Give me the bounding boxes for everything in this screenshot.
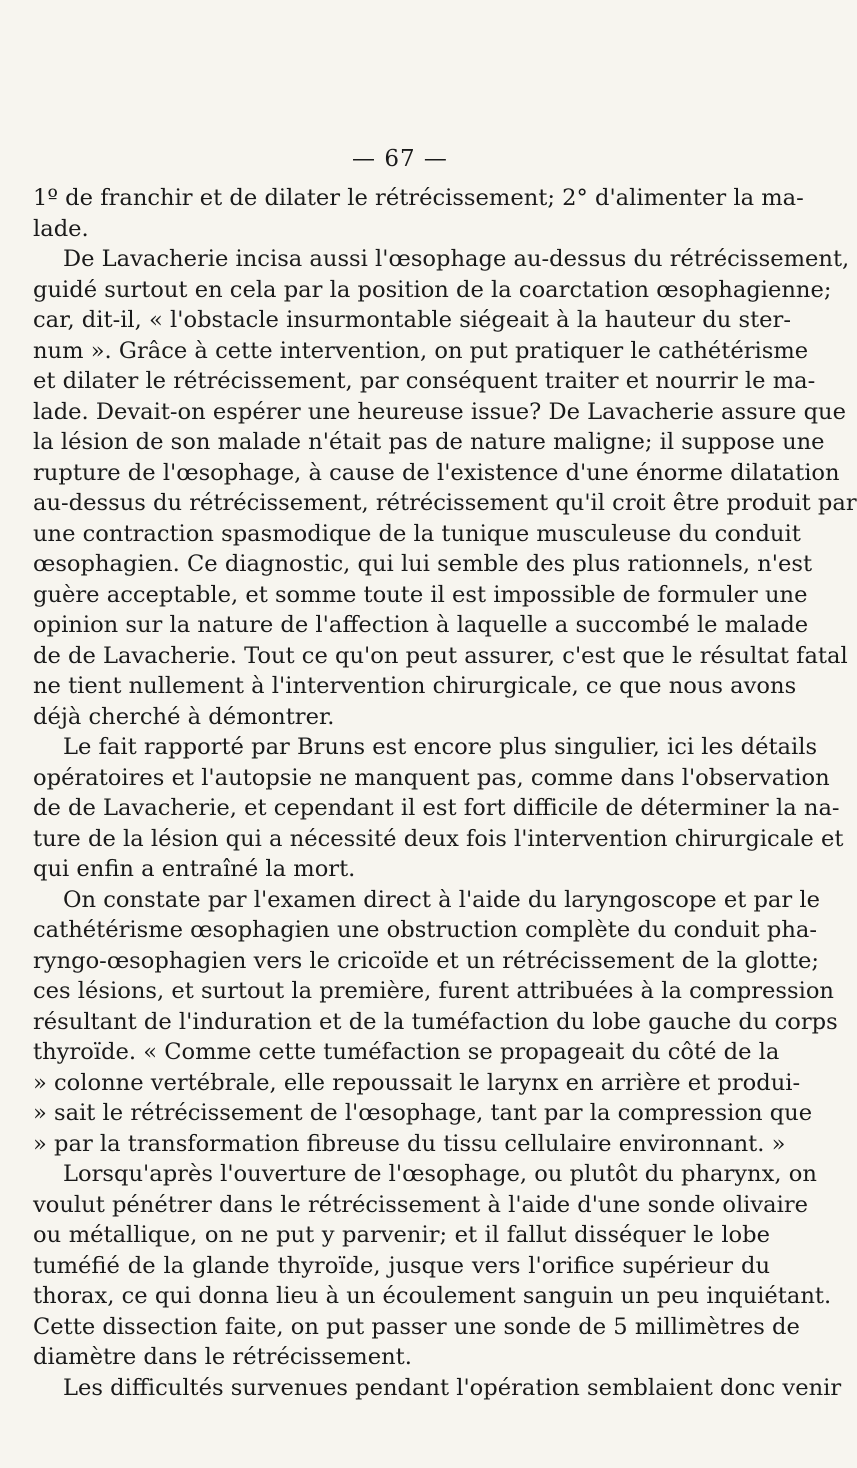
text-line: de de Lavacherie, et cependant il est fort difficile de déterminer la na- bbox=[33, 795, 840, 821]
text-line: diamètre dans le rétrécissement. bbox=[33, 1344, 412, 1370]
text-line: qui enfin a entraîné la mort. bbox=[33, 856, 356, 882]
text-line: opinion sur la nature de l'affection à laquelle a succombé le malade bbox=[33, 612, 809, 638]
text-line: » par la transformation fibreuse du tissu cellulaire environnant. » bbox=[33, 1130, 786, 1157]
text-line: la lésion de son malade n'était pas de nature maligne; il suppose une bbox=[33, 429, 825, 455]
text-line: On constate par l'examen direct à l'aide du laryngoscope et par le bbox=[63, 886, 820, 913]
text-line: lade. Devait-on espérer une heureuse issue? De Lavacherie assure que bbox=[33, 398, 846, 425]
text-line: Lorsqu'après l'ouverture de l'œsophage, ou plutôt du pharynx, on bbox=[63, 1161, 817, 1187]
text-line: ture de la lésion qui a nécessité deux fois l'intervention chirurgicale et bbox=[33, 825, 844, 852]
text-line: ne tient nullement à l'intervention chirurgicale, ce que nous avons bbox=[33, 673, 797, 699]
text-line: ou métallique, on ne put y parvenir; et il fallut disséquer le lobe bbox=[33, 1222, 770, 1248]
text-line: thyroïde. « Comme cette tuméfaction se propageait du côté de la bbox=[33, 1039, 780, 1065]
text-line: guère acceptable, et somme toute il est impossible de formuler une bbox=[33, 581, 808, 608]
text-line: résultant de l'induration et de la tuméfaction du lobe gauche du corps bbox=[33, 1008, 838, 1035]
text-line: Cette dissection faite, on put passer une sonde de 5 millimètres de bbox=[33, 1313, 800, 1340]
text-line: de de Lavacherie. Tout ce qu'on peut assurer, c'est que le résultat fatal bbox=[33, 642, 848, 669]
text-line: thorax, ce qui donna lieu à un écoulement sanguin un peu inquiétant. bbox=[33, 1283, 832, 1309]
text-line: num ». Grâce à cette intervention, on put pratiquer le cathétérisme bbox=[33, 337, 809, 364]
text-line: lade. bbox=[33, 215, 89, 242]
text-line: Le fait rapporté par Bruns est encore plus singulier, ici les détails bbox=[63, 734, 818, 760]
text-line: tuméfié de la glande thyroïde, jusque vers l'orifice supérieur du bbox=[33, 1252, 770, 1279]
text-line: au-dessus du rétrécissement, rétrécissement qu'il croit être produit par bbox=[33, 490, 857, 516]
text-line: déjà cherché à démontrer. bbox=[33, 703, 335, 730]
text-line: ces lésions, et surtout la première, furent attribuées à la compression bbox=[33, 978, 834, 1004]
text-line: Les difficultés survenues pendant l'opération semblaient donc venir bbox=[63, 1374, 842, 1401]
text-line: une contraction spasmodique de la tunique musculeuse du conduit bbox=[33, 520, 801, 547]
text-line: œsophagien. Ce diagnostic, qui lui semble des plus rationnels, n'est bbox=[33, 551, 813, 577]
text-line: 1º de franchir et de dilater le rétrécissement; 2° d'alimenter la ma- bbox=[33, 185, 804, 211]
text-line: car, dit-il, « l'obstacle insurmontable siégeait à la hauteur du ster- bbox=[33, 307, 791, 333]
text-line: De Lavacherie incisa aussi l'œsophage au-dessus du rétrécissement, bbox=[63, 246, 850, 272]
text-line: ryngo-œsophagien vers le cricoïde et un rétrécissement de la glotte; bbox=[33, 947, 820, 974]
text-line: rupture de l'œsophage, à cause de l'existence d'une énorme dilatation bbox=[33, 459, 840, 486]
text-line: et dilater le rétrécissement, par conséquent traiter et nourrir le ma- bbox=[33, 368, 816, 394]
text-line: guidé surtout en cela par la position de la coarctation œsophagienne; bbox=[33, 276, 832, 303]
text-line: cathétérisme œsophagien une obstruction complète du conduit pha- bbox=[33, 917, 818, 943]
text-line: opératoires et l'autopsie ne manquent pas, comme dans l'observation bbox=[33, 764, 830, 791]
text-line: voulut pénétrer dans le rétrécissement à l'aide d'une sonde olivaire bbox=[33, 1191, 809, 1218]
page-number: — 67 — bbox=[352, 146, 448, 172]
text-line: » colonne vertébrale, elle repoussait le larynx en arrière et produi- bbox=[33, 1069, 801, 1096]
body-text bbox=[33, 183, 857, 1403]
text-line: » sait le rétrécissement de l'œsophage, tant par la compression que bbox=[33, 1100, 813, 1126]
